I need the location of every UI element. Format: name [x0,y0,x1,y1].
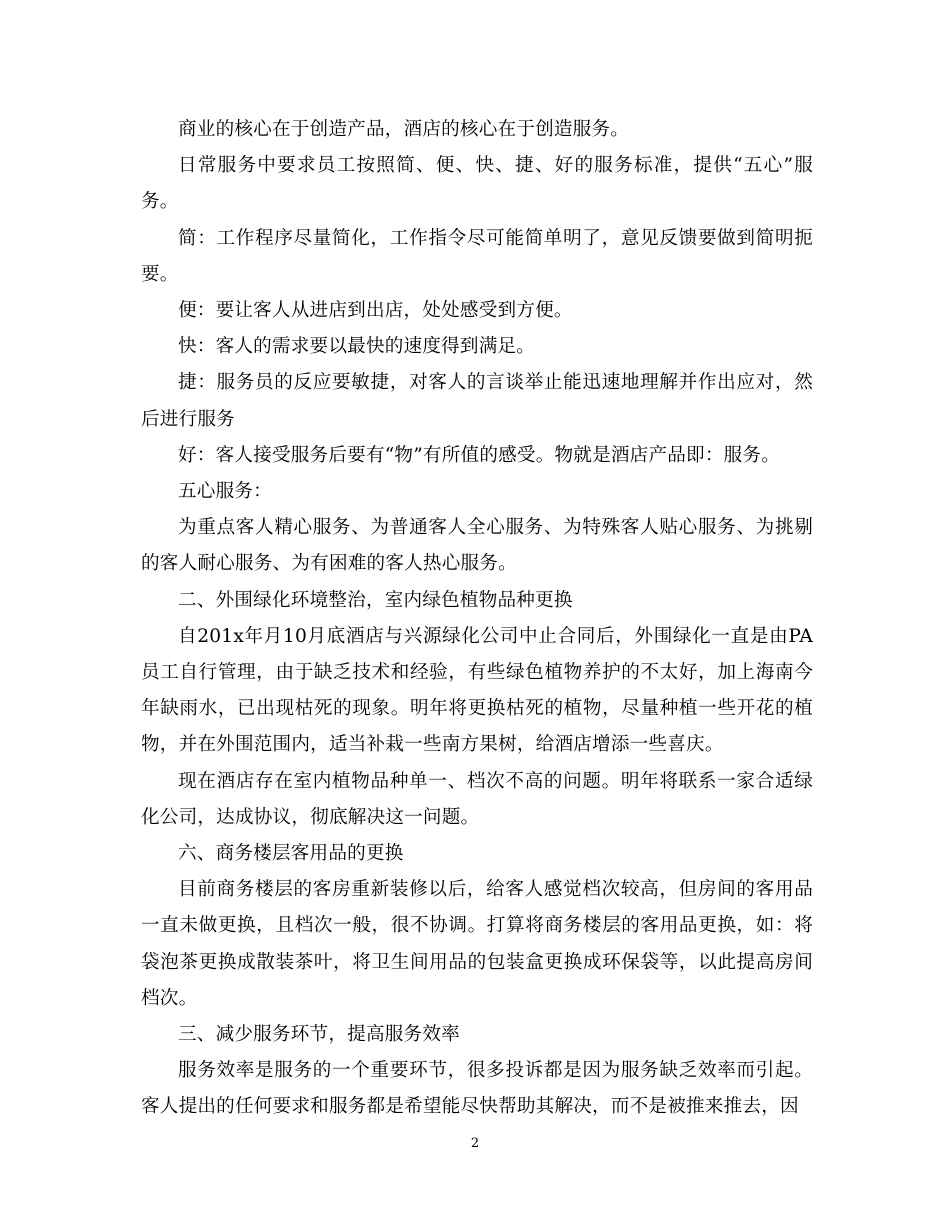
page-number: 2 [470,1136,480,1151]
paragraph: 简：工作程序尽量简化，工作指令尽可能简单明了，意见反馈要做到简明扼要。 [141,227,813,285]
paragraph: 好：客人接受服务后要有“物”有所值的感受。物就是酒店产品即：服务。 [178,444,781,466]
paragraph: 商业的核心在于创造产品，酒店的核心在于创造服务。 [178,119,630,140]
paragraph: 日常服务中要求员工按照简、便、快、捷、好的服务标准，提供“五心”服务。 [141,155,813,213]
paragraph: 快：客人的需求要以最快的速度得到满足。 [178,336,536,358]
document-body [141,112,813,1126]
section-heading: 六、商务楼层客用品的更换 [178,843,404,865]
paragraph: 捷：服务员的反应要敏捷，对客人的言谈举止能迅速地理解并作出应对，然后进行服务 [141,372,813,430]
paragraph: 目前商务楼层的客房重新装修以后，给客人感觉档次较高，但房间的客用品一直未做更换，且档次一般，很不协调。打算将商务楼层的客用品更换，如：将袋泡茶更换成散装茶叶，将卫生间用品的包装盒更换成环保袋等，以此提高房间档次。 [141,879,813,1009]
paragraph: 便：要让客人从进店到出店，处处感受到方便。 [178,300,573,322]
section-heading: 二、外围绿化环境整治，室内绿色植物品种更换 [178,589,573,611]
paragraph: 为重点客人精心服务、为普通客人全心服务、为特殊客人贴心服务、为挑剔的客人耐心服务、为有困难的客人热心服务。 [141,517,813,575]
paragraph: 服务效率是服务的一个重要环节，很多投诉都是因为服务缺乏效率而引起。客人提出的任何要求和服务都是希望能尽快帮助其解决，而不是被推来推去，因 [141,1060,813,1118]
paragraph: 五心服务： [178,481,272,503]
paragraph: 现在酒店存在室内植物品种单一、档次不高的问题。明年将联系一家合适绿化公司，达成协议，彻底解决这一问题。 [141,770,813,828]
section-heading: 三、减少服务环节，提高服务效率 [178,1024,460,1046]
paragraph: 自201x年月10月底酒店与兴源绿化公司中止合同后，外围绿化一直是由PA员工自行管理，由于缺乏技术和经验，有些绿色植物养护的不太好，加上海南今年缺雨水，已出现枯死的现象。明年将更换枯死的植物，尽量种植一些开花的植物，并在外围范围内，适当补栽一些南方果树，给酒店增添一些喜庆。 [141,625,813,756]
